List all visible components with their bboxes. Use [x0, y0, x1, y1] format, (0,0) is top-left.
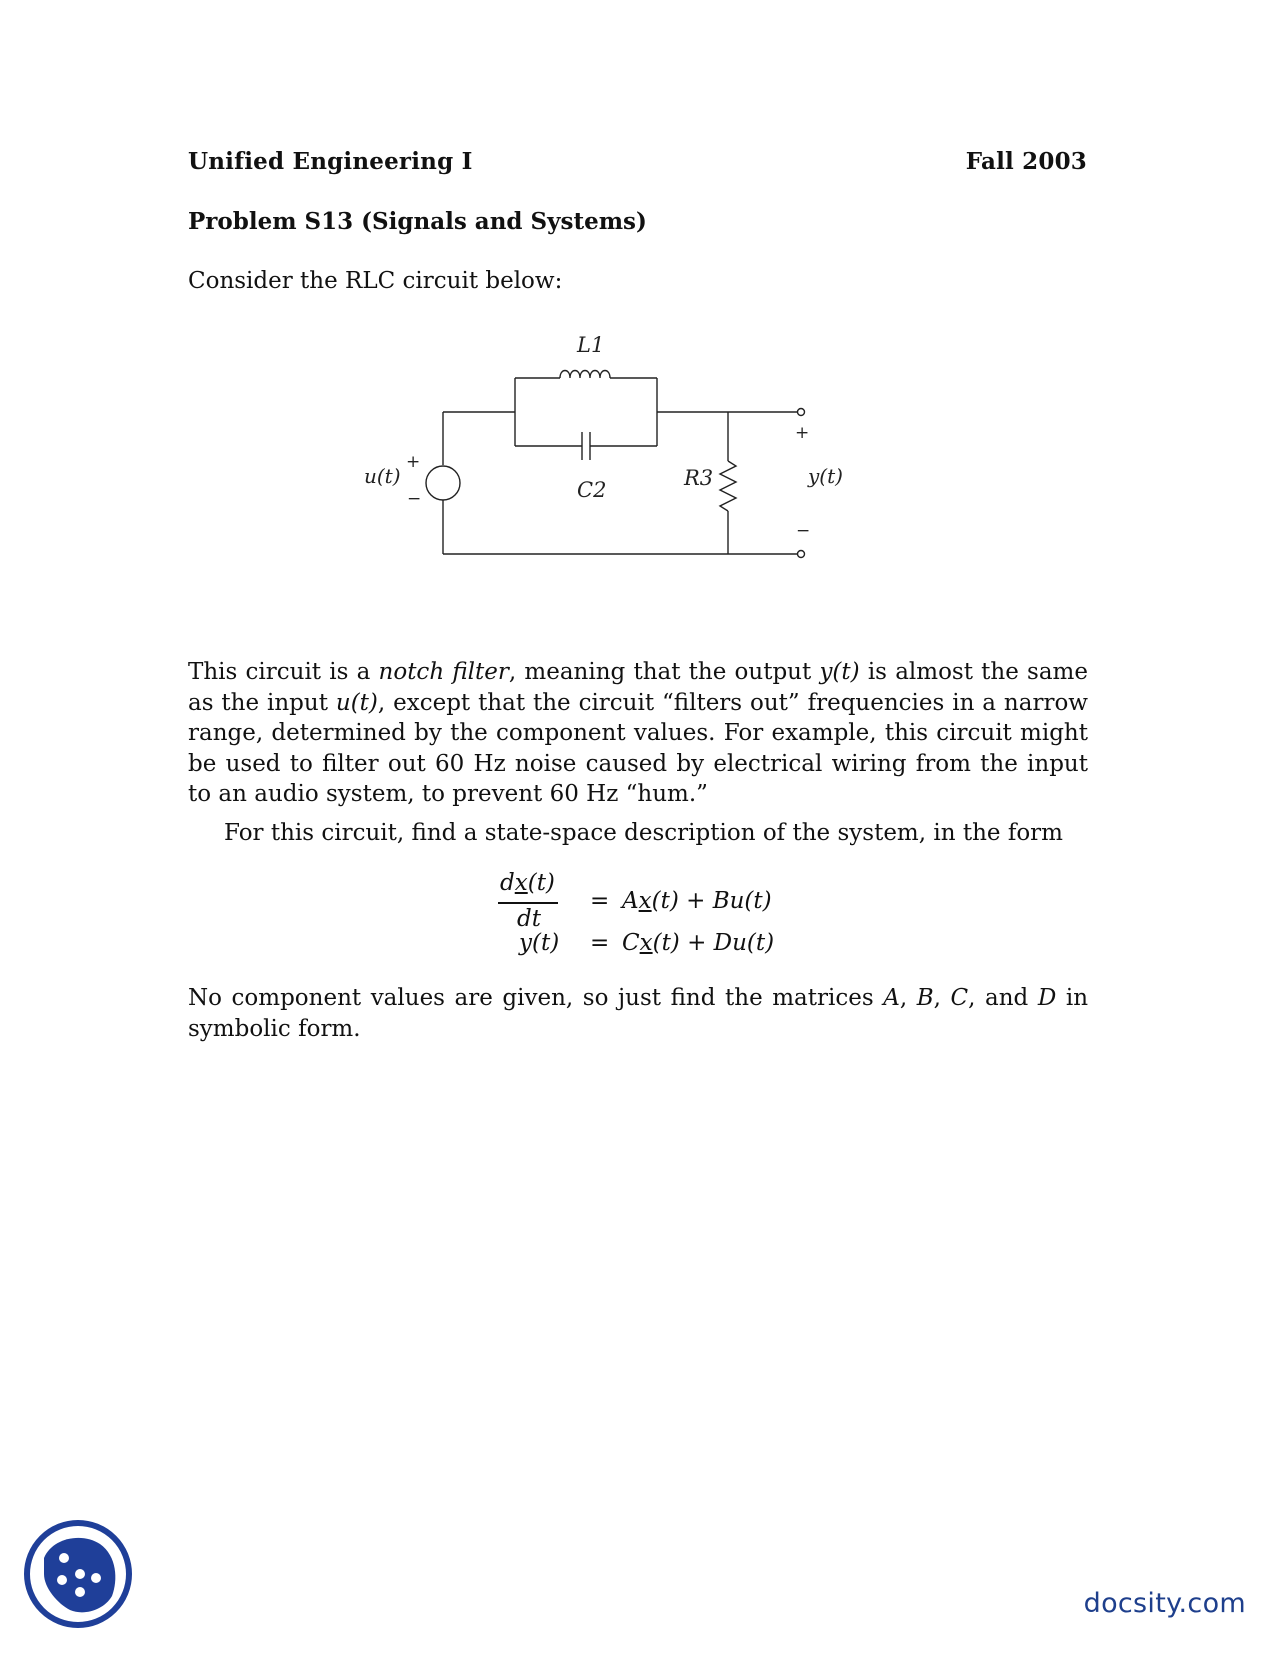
- course-title: Unified Engineering I: [188, 148, 473, 175]
- label-resistor: R3: [684, 466, 714, 490]
- problem-title: Problem S13 (Signals and Systems): [188, 208, 647, 235]
- rlc-circuit-diagram: [364, 333, 910, 595]
- label-inductor: L1: [577, 333, 605, 357]
- input-minus-sign: −: [407, 489, 422, 509]
- term-notch-filter: notch filter: [378, 659, 509, 685]
- terminal-top: [798, 409, 805, 416]
- math-y: y(t): [819, 659, 860, 685]
- paragraph-instructions: No component values are given, so just find the matrices A, B, C, and D in symbolic form.: [188, 985, 1089, 1042]
- docsity-logo-icon[interactable]: [22, 1518, 134, 1630]
- output-minus-sign: −: [796, 521, 811, 541]
- eq2-equals: =: [590, 930, 610, 956]
- output-plus-sign: +: [795, 423, 810, 443]
- input-plus-sign: +: [406, 452, 421, 472]
- label-capacitor: C2: [577, 478, 607, 502]
- state-space-equations: [480, 870, 900, 970]
- label-input: u(t): [364, 464, 401, 488]
- voltage-source: [426, 466, 460, 500]
- label-output: y(t): [808, 464, 843, 488]
- eq1-rhs: Ax(t) + Bu(t): [622, 888, 772, 914]
- eq2-lhs: y(t): [519, 930, 560, 956]
- terminal-bottom: [798, 551, 805, 558]
- inductor-coil: [560, 371, 610, 379]
- fraction-bar: [498, 902, 558, 904]
- math-u: u(t): [335, 689, 378, 716]
- eq2-rhs: Cx(t) + Du(t): [622, 930, 775, 956]
- paragraph-notch-filter: This circuit is a notch filter, meaning that the output y(t) is almost the same as the input u(t), except that the circuit “filters out” frequencies in a narrow range, determined by the component values. For example, this circuit might be used to filter out 60 Hz noise caused by electrical wiring from the input to an audio system, to prevent 60 Hz “hum.”: [188, 659, 1088, 807]
- resistor-zigzag: [720, 461, 736, 511]
- brand-link[interactable]: docsity.com: [1083, 1588, 1246, 1619]
- term: Fall 2003: [965, 148, 1087, 175]
- problem-intro: Consider the RLC circuit below:: [188, 268, 563, 294]
- eq1-denominator: dt: [517, 906, 541, 932]
- eq1-equals: =: [590, 888, 610, 914]
- paragraph-task: For this circuit, find a state-space description of the system, in the form: [224, 820, 1063, 846]
- eq1-numerator: dx(t): [500, 870, 555, 896]
